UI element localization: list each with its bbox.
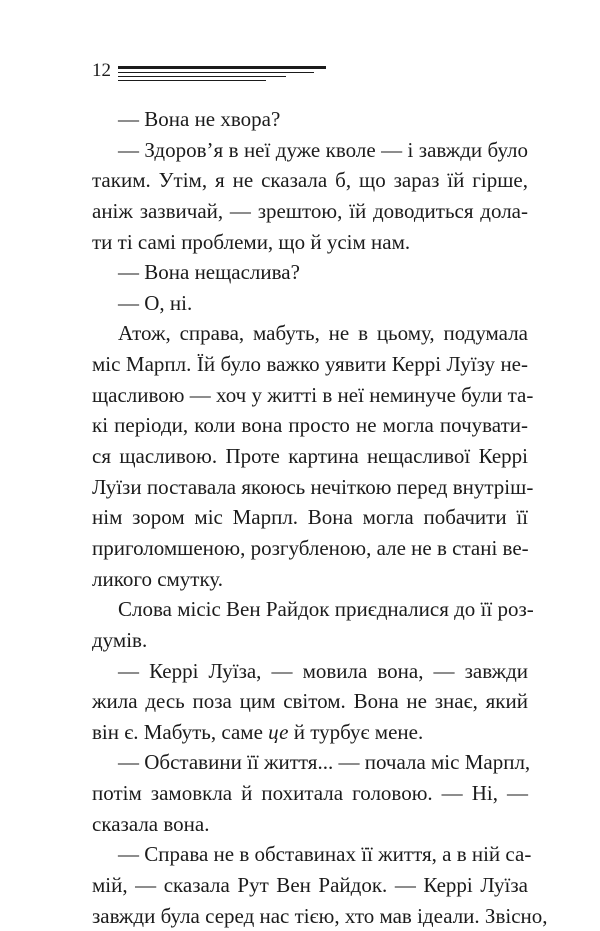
text-line: ликого смутку.	[92, 566, 224, 591]
text-run: він є. Мабуть, саме	[92, 719, 269, 744]
text-line: кі періоди, коли вона просто не могла почувати-	[92, 413, 528, 438]
text-line: ся щасливою. Проте картина нещасливої Керрі	[92, 444, 528, 469]
text-line: думів.	[92, 627, 148, 652]
text-line: Луїзи поставала якоюсь нечіткою перед внутріш-	[92, 474, 534, 499]
header-rule	[118, 66, 326, 69]
header-rule	[118, 72, 314, 73]
text-line: Атож, справа, мабуть, не в цьому, подумала	[118, 321, 528, 346]
text-line: сказала вона.	[92, 811, 210, 836]
body-text	[92, 104, 548, 931]
text-line: міс Марпл. Їй було важко уявити Керрі Луїзу не-	[92, 352, 528, 377]
text-line: — Вона нещаслива?	[118, 260, 300, 285]
page-header	[92, 52, 332, 86]
text-line: — О, ні.	[118, 290, 193, 315]
text-line: — Вона не хвора?	[118, 107, 281, 131]
text-line: аніж зазвичай, — зрештою, їй доводиться дола-	[92, 198, 528, 223]
emphasis: це	[268, 719, 289, 744]
text-line: мій, — сказала Рут Вен Райдок. — Керрі Луїза	[92, 873, 528, 898]
text-line: щасливою — хоч у житті в неї неминуче були та-	[92, 382, 534, 407]
header-rule	[118, 80, 266, 81]
page-number: 12	[92, 60, 111, 81]
text-line: таким. Утім, я не сказала б, що зараз їй гірше,	[92, 168, 528, 193]
text-line: приголомшеною, розгубленою, але не в стані ве-	[92, 535, 529, 560]
text-line: — Справа не в обставинах її життя, а в ній са-	[118, 842, 532, 867]
text-line: Слова місіс Вен Райдок приєдналися до її роз-	[118, 597, 534, 622]
text-line: нім зором міс Марпл. Вона могла побачити її	[92, 505, 528, 530]
text-line: ти ті самі проблеми, що й усім нам.	[92, 229, 411, 254]
text-line: потім замовкла й похитала головою. — Ні, —	[92, 781, 528, 806]
text-line: жила десь поза цим світом. Вона не знає, який	[92, 689, 528, 714]
text-line	[92, 717, 528, 748]
header-rule	[118, 76, 286, 77]
text-line: — Обставини її життя... — почала міс Марпл,	[118, 750, 531, 775]
text-line: завжди була серед нас тією, хто мав ідеали. Звісно,	[92, 903, 548, 928]
text-run: й турбує мене.	[288, 719, 424, 744]
text-line: — Здоров’я в неї дуже кволе — і завжди було	[118, 137, 528, 162]
text-line: — Керрі Луїза, — мовила вона, — завжди	[118, 658, 528, 683]
